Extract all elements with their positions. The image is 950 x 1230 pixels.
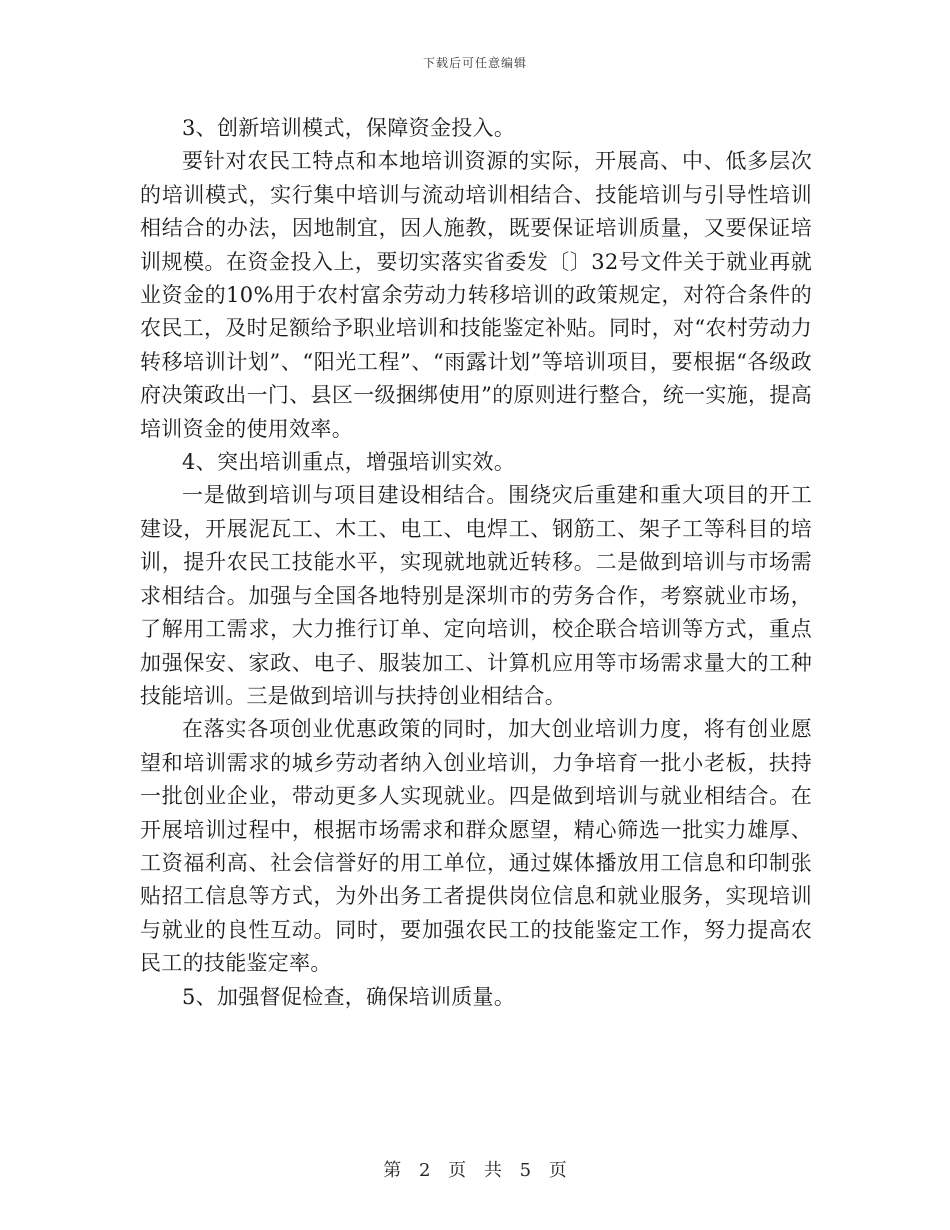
footer-total-pages: 5 <box>519 1160 532 1181</box>
section-heading-3: 3、创新培训模式，保障资金投入。 <box>182 116 516 140</box>
footer-prefix: 第 <box>383 1160 402 1181</box>
footer-suffix: 页 <box>548 1160 567 1181</box>
footer-page-number: 2 <box>418 1160 431 1181</box>
section-heading-5: 5、加强督促检查，确保培训质量。 <box>182 984 516 1009</box>
paragraph-training-focus: 一是做到培训与项目建设相结合。围绕灾后重建和重大项目的开工建设，开展泥瓦工、木工、电工、电焊工、钢筋工、架子工等科目的培训，提升农民工技能水平，实现就地就近转移。二是做到培训与市场需求相结合。加强与全国各地特别是深圳市的劳务合作，考察就业市场，了解用工需求，大力推行订单、定向培训，校企联合培训等方式，重点加强保安、家政、电子、服装加工、计算机应用等市场需求量大的工种技能培训。三是做到培训与扶持创业相结合。 <box>140 483 812 708</box>
paragraph-entrepreneurship: 在落实各项创业优惠政策的同时，加大创业培训力度，将有创业愿望和培训需求的城乡劳动者纳入创业培训，力争培育一批小老板，扶持一批创业企业，带动更多人实现就业。四是做到培训与就业相结合。在开展培训过程中，根据市场需求和群众愿望，精心筛选一批实力雄厚、工资福利高、社会信誉好的用工单位，通过媒体播放用工信息和印制张贴招工信息等方式，为外出务工者提供岗位信息和就业服务，实现培训与就业的良性互动。同时，要加强农民工的技能鉴定工作，努力提高农民工的技能鉴定率。 <box>140 717 812 976</box>
page-footer <box>0 1156 950 1182</box>
footer-page-word: 页 <box>448 1160 467 1181</box>
footer-total-word: 共 <box>483 1160 502 1181</box>
document-body <box>140 112 812 1014</box>
section-heading-4: 4、突出培训重点，增强培训实效。 <box>182 450 516 475</box>
paragraph-training-mode: 要针对农民工特点和本地培训资源的实际，开展高、中、低多层次的培训模式，实行集中培训与流动培训相结合、技能培训与引导性培训相结合的办法，因地制宜，因人施教，既要保证培训质量，又要保证培训规模。在资金投入上，要切实落实省委发〔〕32号文件关于就业再就业资金的10%用于农村富余劳动力转移培训的政策规定，对符合条件的农民工，及时足额给予职业培训和技能鉴定补贴。同时，对“农村劳动力转移培训计划”、“阳光工程”、“雨露计划”等培训项目，要根据“各级政府决策政出一门、县区一级捆绑使用”的原则进行整合，统一实施，提高培训资金的使用效率。 <box>140 149 812 441</box>
page-header: 下载后可任意编辑 <box>422 56 527 70</box>
